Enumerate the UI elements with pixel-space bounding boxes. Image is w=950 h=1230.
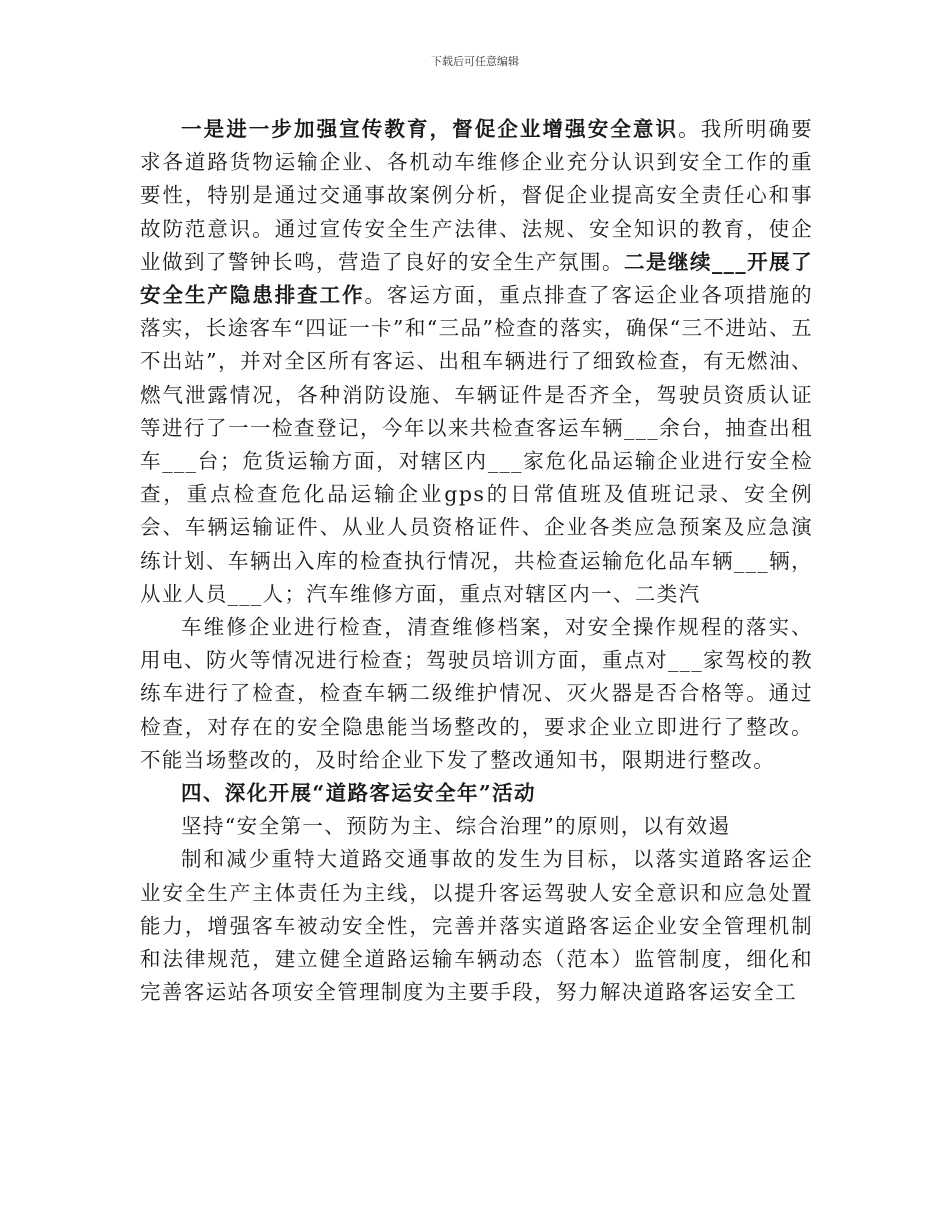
paragraph-publicity-inspection (140, 113, 813, 611)
paragraph-principle: 坚持“安全第一、预防为主、综合治理”的原则，以有效遏 (181, 814, 731, 839)
paragraph-repair-inspection: 车维修企业进行检查，清查维修档案，对安全操作规程的落实、用电、防火等情况进行检查；驾驶员培训方面，重点对___家驾校的教练车进行了检查，检查车辆二级维护情况、灭火器是否合格等。通过检查，对存在的安全隐患能当场整改的，要求企业立即进行了整改。不能当场整改的，及时给企业下发了整改通知书，限期进行整改。 (140, 615, 813, 772)
paragraph-text: 。客运方面，重点排查了客运企业各项措施的落实，长途客车“四证一卡”和“三品”检查的落实，确保“三不进站、五不出站”，并对全区所有客运、出租车辆进行了细致检查，有无燃油、燃气泄露情况，各种消防设施、车辆证件是否齐全，驾驶员资质认证等进行了一一检查登记，今年以来共检查客运车辆___余台，抽查出租车___台；危货运输方面，对辖区内___家危化品运输企业进行安全检查，重点检查危化品运输企业gps的日常值班及值班记录、安全例会、车辆运输证件、从业人员资格证件、企业各类应急预案及应急演练计划、车辆出入库的检查执行情况，共检查运输危化品车辆___辆，从业人员___人；汽车维修方面，重点对辖区内一、二类汽 (140, 283, 814, 606)
bold-point-two: 二是继续___开展了安全生产隐患排查工作 (140, 249, 813, 308)
section-heading (140, 777, 813, 810)
page-header: 下载后可任意编辑 (431, 55, 519, 68)
bold-point-one: 一是进一步加强宣传教育，督促企业增强安全意识 (181, 117, 679, 141)
paragraph-goals: 制和减少重特大道路交通事故的发生为目标，以落实道路客运企业安全生产主体责任为主线，以提升客运驾驶人安全意识和应急处置能力，增强客车被动安全性，完善并落实道路客运企业安全管理机制和法律规范，建立健全道路运输车辆动态（范本）监管制度，细化和完善客运站各项安全管理制度为主要手段，努力解决道路客运安全工 (140, 847, 813, 1005)
document-body (140, 113, 813, 1009)
paragraph-text: 。我所明确要求各道路货物运输企业、各机动车维修企业充分认识到安全工作的重要性，特别是通过交通事故案例分析，督促企业提高安全责任心和事故防范意识。通过宣传安全生产法律、法规、安全知识的教育，使企业做到了警钟长鸣，营造了良好的安全生产氛围。 (140, 117, 813, 274)
section-heading-text: 四、深化开展“道路客运安全年”活动 (181, 781, 536, 806)
